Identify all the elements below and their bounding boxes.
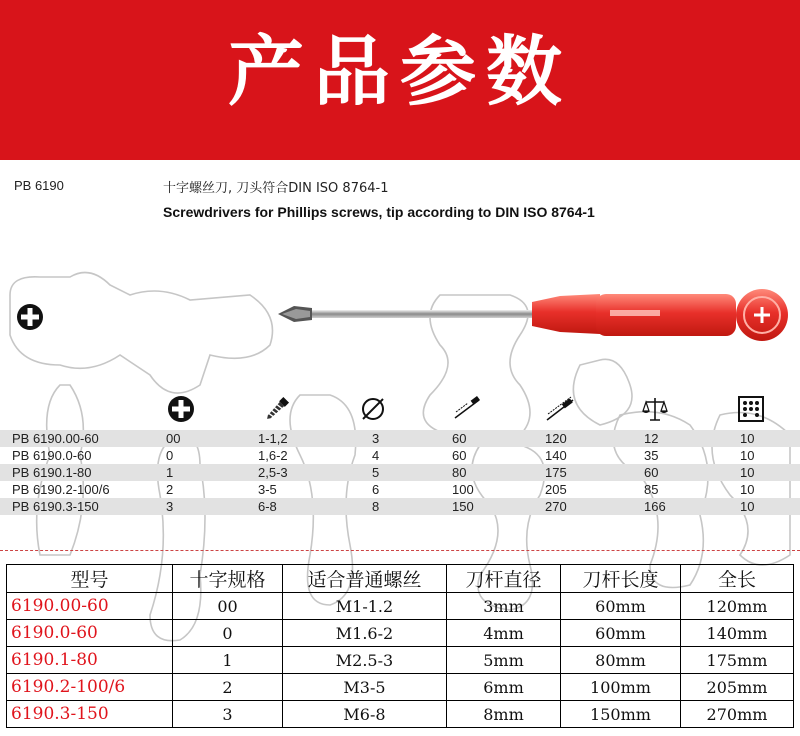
cell-model: 6190.00-60: [7, 593, 173, 620]
spec-diameter: 3: [372, 431, 380, 446]
header-model: 型号: [7, 565, 173, 593]
cell-shaft-length: 60mm: [561, 593, 681, 620]
spec-phillips-size: 0: [166, 448, 174, 463]
cell-shaft-diameter: 5mm: [447, 647, 561, 674]
cell-total-length: 140mm: [681, 620, 794, 647]
cell-total-length: 120mm: [681, 593, 794, 620]
spec-row: [0, 447, 800, 464]
spec-phillips-size: 2: [166, 482, 174, 497]
cell-shaft-diameter: 6mm: [447, 674, 561, 701]
spec-diameter: 5: [372, 465, 380, 480]
spec-blade-length: 80: [452, 465, 467, 480]
spec-screw-size: 1-1,2: [258, 431, 288, 446]
total-length-icon: [545, 394, 575, 424]
phillips-icon: [166, 394, 196, 424]
spec-weight: 35: [644, 448, 659, 463]
cell-phillips-size: 1: [173, 647, 283, 674]
header-shaft-length: 刀杆长度: [561, 565, 681, 593]
spec-table: [0, 430, 800, 515]
cell-screw-size: M2.5-3: [283, 647, 447, 674]
blade-length-icon: [452, 394, 482, 424]
cell-screw-size: M3-5: [283, 674, 447, 701]
spec-screw-size: 2,5-3: [258, 465, 288, 480]
spec-row: [0, 430, 800, 447]
spec-total-length: 140: [545, 448, 567, 463]
product-description-en: Screwdrivers for Phillips screws, tip according to DIN ISO 8764-1: [163, 204, 595, 220]
spec-pack-qty: 10: [740, 499, 755, 514]
spec-blade-length: 150: [452, 499, 474, 514]
table-row: [7, 647, 794, 674]
product-description-cn: 十字螺丝刀, 刀头符合DIN ISO 8764-1: [163, 181, 389, 196]
spec-total-length: 205: [545, 482, 567, 497]
cell-phillips-size: 2: [173, 674, 283, 701]
divider: [0, 550, 800, 551]
spec-weight: 60: [644, 465, 659, 480]
cell-shaft-length: 80mm: [561, 647, 681, 674]
pack-quantity-icon: [736, 394, 766, 424]
product-code: PB 6190: [14, 178, 64, 193]
cell-model: 6190.2-100/6: [7, 674, 173, 701]
spec-diameter: 8: [372, 499, 380, 514]
spec-total-length: 175: [545, 465, 567, 480]
spec-diameter: 4: [372, 448, 380, 463]
header-total-length: 全长: [681, 565, 794, 593]
weight-scale-icon: [640, 394, 670, 424]
header-shaft-diameter: 刀杆直径: [447, 565, 561, 593]
title-banner: [0, 0, 800, 160]
spec-icon-row: [0, 392, 800, 428]
cell-shaft-length: 100mm: [561, 674, 681, 701]
cell-model: 6190.3-150: [7, 701, 173, 728]
screwdriver-illustration: [270, 282, 790, 352]
cell-phillips-size: 0: [173, 620, 283, 647]
spec-weight: 166: [644, 499, 666, 514]
spec-blade-length: 100: [452, 482, 474, 497]
page-title: 产品参数: [228, 26, 572, 116]
cell-shaft-diameter: 3mm: [447, 593, 561, 620]
spec-row: [0, 464, 800, 481]
spec-diameter: 6: [372, 482, 380, 497]
spec-screw-size: 1,6-2: [258, 448, 288, 463]
cell-model: 6190.1-80: [7, 647, 173, 674]
table-row: [7, 620, 794, 647]
cell-screw-size: M1.6-2: [283, 620, 447, 647]
phillips-badge-icon: [16, 303, 44, 331]
spec-weight: 85: [644, 482, 659, 497]
spec-blade-length: 60: [452, 448, 467, 463]
spec-weight: 12: [644, 431, 659, 446]
spec-phillips-size: 1: [166, 465, 174, 480]
spec-pack-qty: 10: [740, 465, 755, 480]
header-screw-size: 适合普通螺丝: [283, 565, 447, 593]
cell-total-length: 175mm: [681, 647, 794, 674]
spec-total-length: 120: [545, 431, 567, 446]
cell-screw-size: M6-8: [283, 701, 447, 728]
spec-row: [0, 498, 800, 515]
spec-blade-length: 60: [452, 431, 467, 446]
cell-model: 6190.0-60: [7, 620, 173, 647]
spec-model: PB 6190.1-80: [12, 465, 92, 480]
table-row: [7, 593, 794, 620]
spec-screw-size: 6-8: [258, 499, 277, 514]
cell-total-length: 205mm: [681, 674, 794, 701]
cell-shaft-length: 150mm: [561, 701, 681, 728]
cell-screw-size: M1-1.2: [283, 593, 447, 620]
diameter-icon: [358, 394, 388, 424]
spec-pack-qty: 10: [740, 431, 755, 446]
cell-phillips-size: 3: [173, 701, 283, 728]
header-phillips-size: 十字规格: [173, 565, 283, 593]
spec-pack-qty: 10: [740, 448, 755, 463]
spec-model: PB 6190.00-60: [12, 431, 99, 446]
table-row: [7, 674, 794, 701]
cell-shaft-length: 60mm: [561, 620, 681, 647]
spec-phillips-size: 3: [166, 499, 174, 514]
spec-model: PB 6190.2-100/6: [12, 482, 110, 497]
spec-screw-size: 3-5: [258, 482, 277, 497]
spec-phillips-size: 00: [166, 431, 181, 446]
chinese-spec-table: [6, 564, 794, 728]
cell-phillips-size: 00: [173, 593, 283, 620]
spec-total-length: 270: [545, 499, 567, 514]
cell-total-length: 270mm: [681, 701, 794, 728]
screw-icon: [262, 394, 292, 424]
cell-shaft-diameter: 4mm: [447, 620, 561, 647]
cell-shaft-diameter: 8mm: [447, 701, 561, 728]
spec-model: PB 6190.0-60: [12, 448, 92, 463]
spec-model: PB 6190.3-150: [12, 499, 99, 514]
spec-pack-qty: 10: [740, 482, 755, 497]
table-row: [7, 701, 794, 728]
spec-row: [0, 481, 800, 498]
table-header-row: [7, 565, 794, 593]
